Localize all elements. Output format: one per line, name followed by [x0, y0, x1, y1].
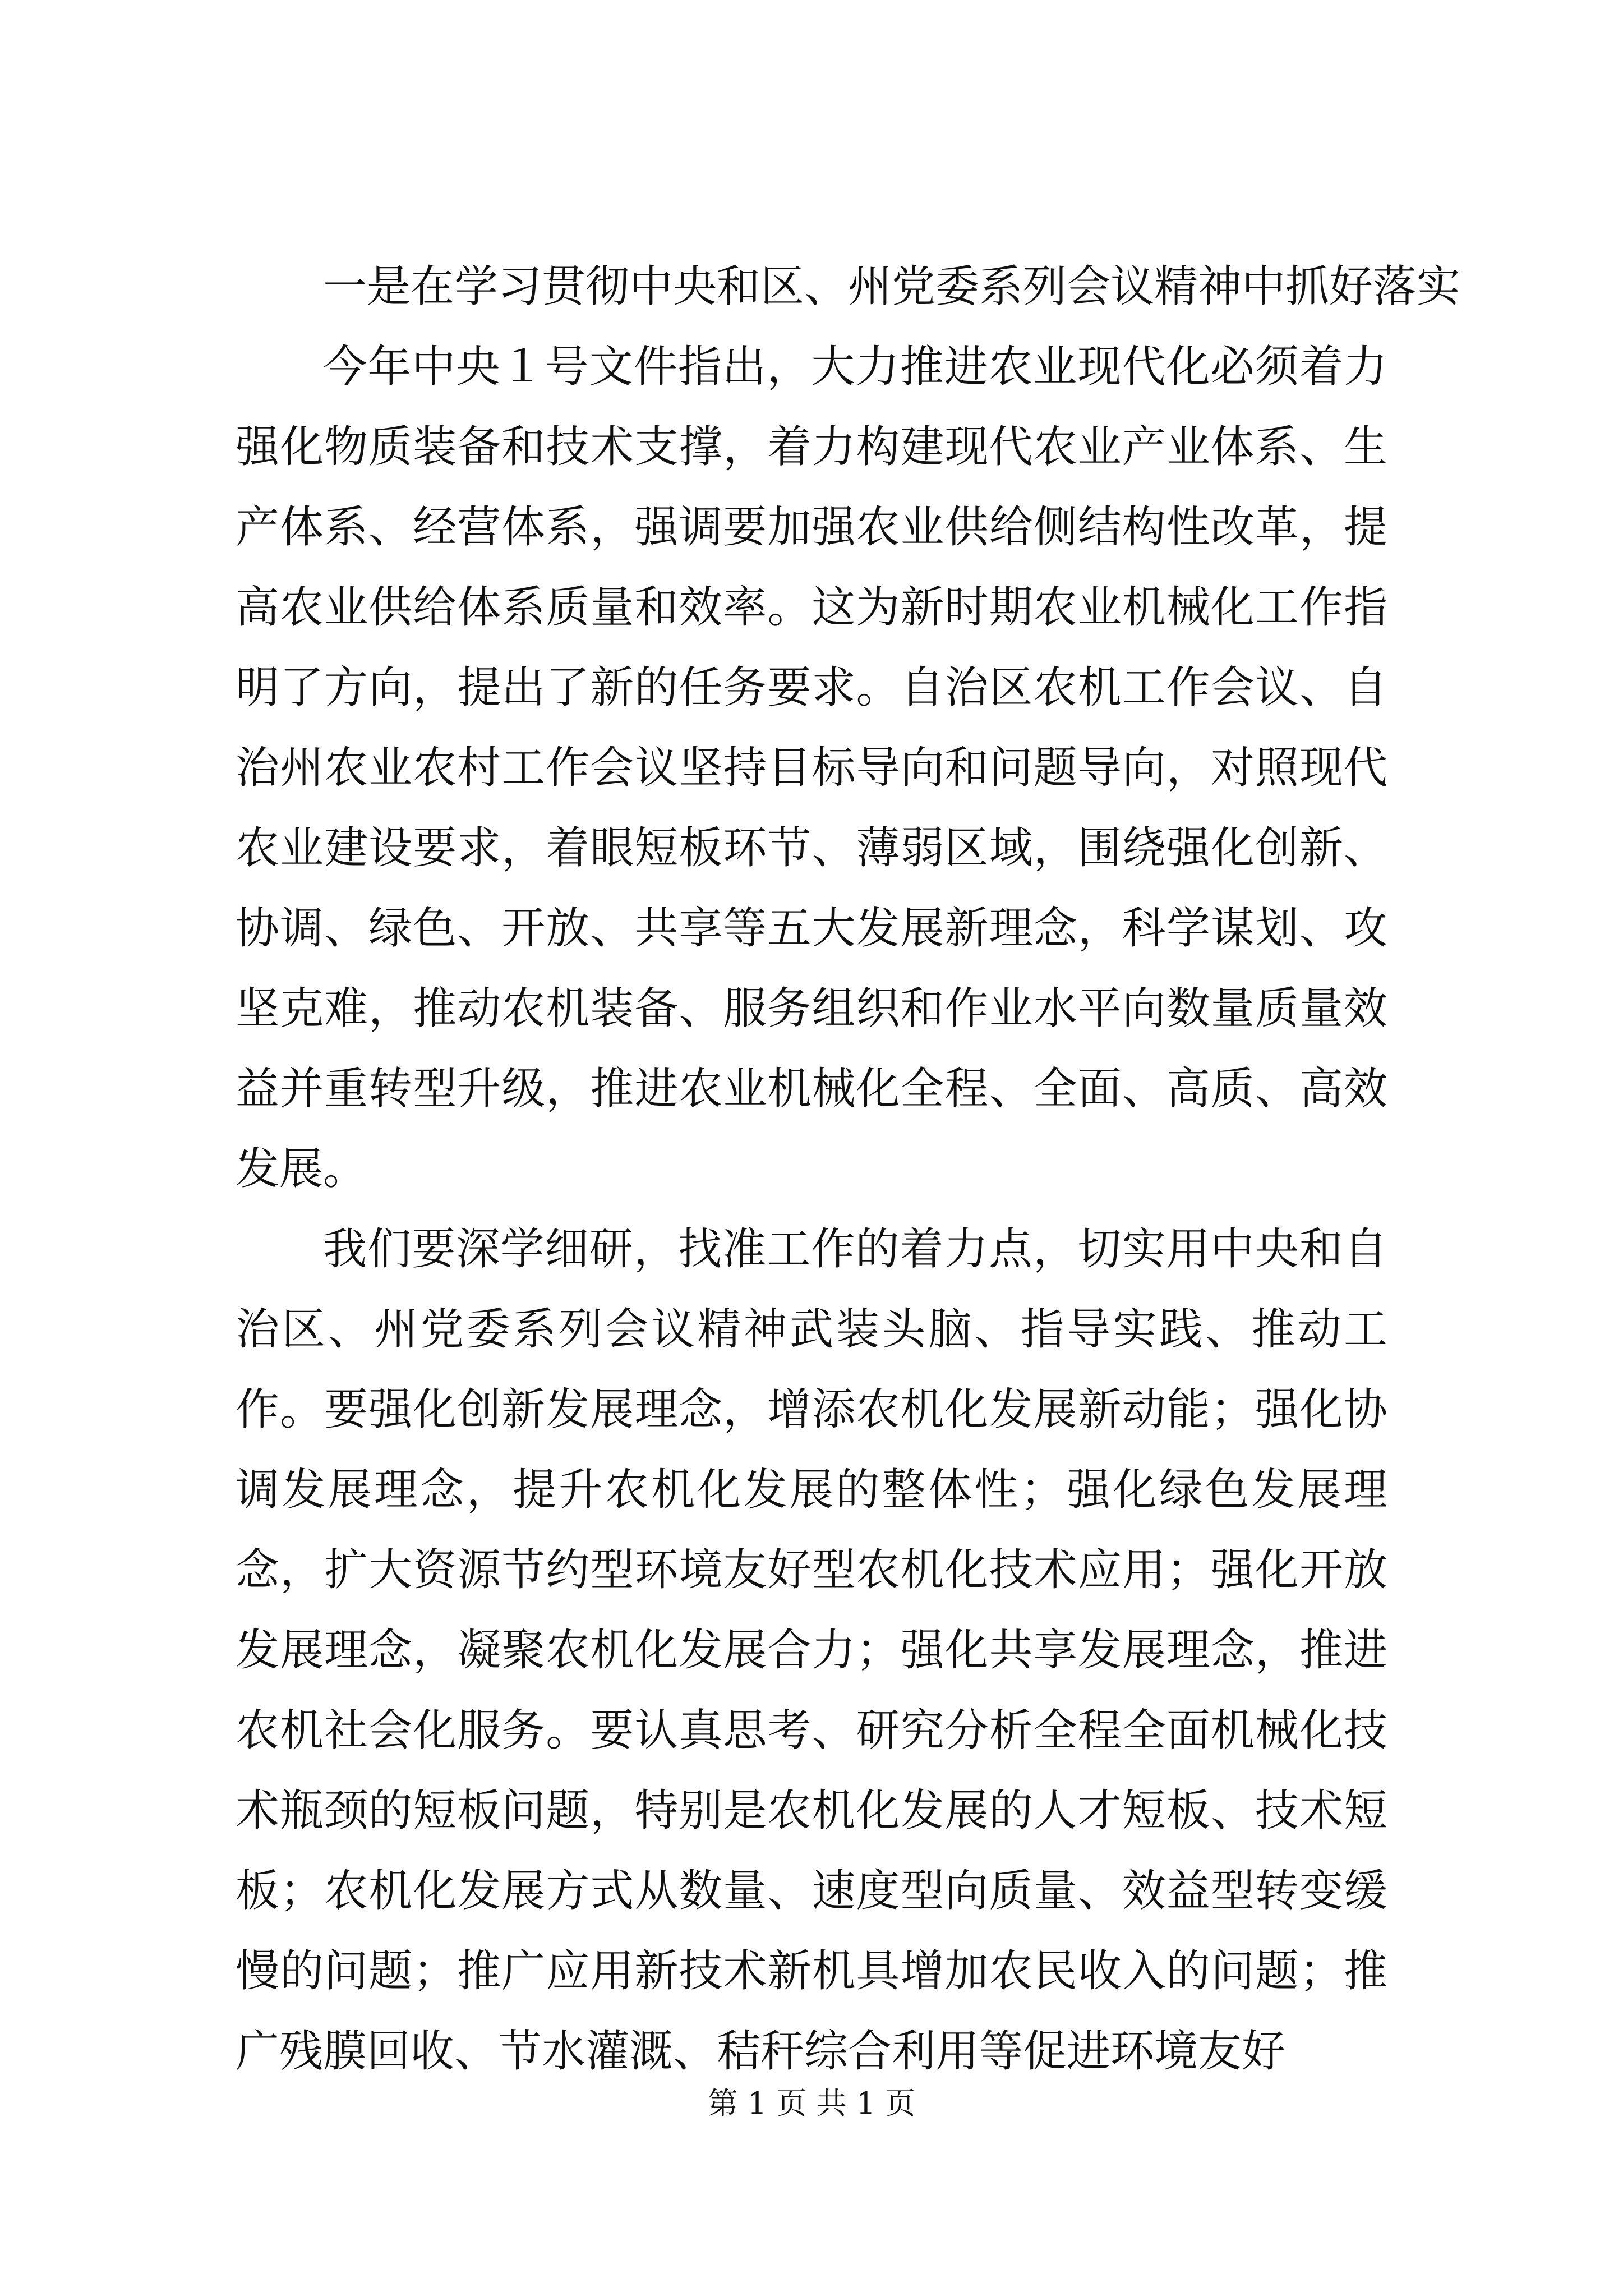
paragraph-2: 我们要深学细研，找准工作的着力点，切实用中央和自治区、州党委系列会议精神武装头脑、指导实践、推动工作。要强化创新发展理念，增添农机化发展新动能；强化协调发展理念，提升农机化发展的整体性；强化绿色发展理念，扩大资源节约型环境友好型农机化技术应用；强化开放发展理念，凝聚农机化发展合力；强化共享发展理念，推进农机社会化服务。要认真思考、研究分析全程全面机械化技术瓶颈的短板问题，特别是农机化发展的人才短板、技术短板；农机化发展方式从数量、速度型向质量、效益型转变缓慢的问题；推广应用新技术新机具增加农民收入的问题；推广残膜回收、节水灌溉、秸秆综合利用等促进环境友好 — [236, 1224, 1387, 2077]
section-heading: 一是在学习贯彻中央和区、州党委系列会议精神中抓好落实 — [323, 261, 1461, 312]
page-number-footer: 第 1 页 共 1 页 — [707, 2086, 916, 2121]
document-body — [236, 247, 1461, 2092]
paragraph-1: 今年中央１号文件指出，大力推进农业现代化必须着力强化物质装备和技术支撑，着力构建现代农业产业体系、生产体系、经营体系，强调要加强农业供给侧结构性改革，提高农业供给体系质量和效率。这为新时期农业机械化工作指明了方向，提出了新的任务要求。自治区农机工作会议、自治州农业农村工作会议坚持目标导向和问题导向，对照现代农业建设要求，着眼短板环节、薄弱区域，围绕强化创新、协调、绿色、开放、共享等五大发展新理念，科学谋划、攻坚克难，推动农机装备、服务组织和作业水平向数量质量效益并重转型升级，推进农业机械化全程、全面、高质、高效发展。 — [236, 342, 1387, 1194]
